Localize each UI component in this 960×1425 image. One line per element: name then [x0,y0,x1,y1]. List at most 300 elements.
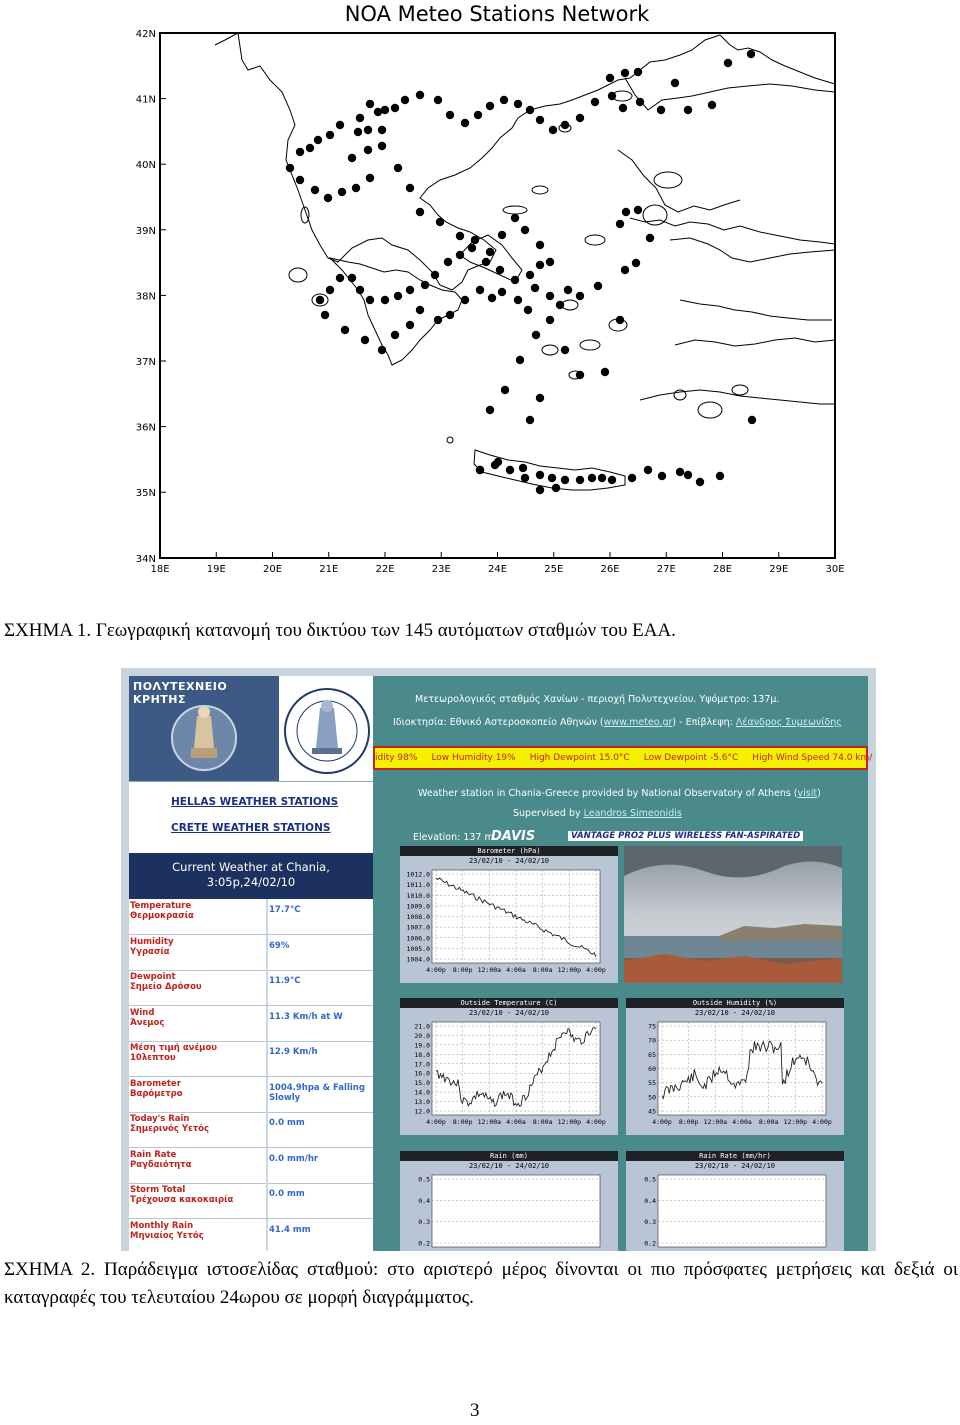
station-dot [546,258,554,266]
station-dot [471,236,479,244]
measurement-value: 0.0 mm/hr [269,1153,319,1164]
station-dot [401,96,409,104]
y-tick-label: 1005.0 [406,944,430,953]
station-dot [361,336,369,344]
station-dot [306,144,314,152]
measurement-row [129,1219,373,1252]
station-dot [546,316,554,324]
station-dot [716,472,724,480]
lat-label: 37N [135,357,156,368]
y-tick-label: 75 [648,1022,656,1031]
measurement-value: 12.9 Km/h [269,1047,318,1057]
lon-label: 25E [544,564,564,575]
station-dot [634,206,642,214]
station-dot [338,188,346,196]
station-dot [456,251,464,259]
supervised-prefix: Supervised by [513,808,584,819]
y-tick-label: 1007.0 [406,923,430,932]
lat-label: 38N [135,291,156,303]
station-dot [536,471,544,479]
ticker-item: Low Dewpoint -5.6°C [643,753,739,763]
station-dot [608,92,616,100]
lat-label: 40N [135,160,156,172]
supervised-line [513,808,682,819]
row-divider [266,1183,268,1218]
elevation: Elevation: 137 m [413,832,494,843]
station-dot [356,114,364,122]
station-dot [311,186,319,194]
station-dot [378,346,386,354]
station-dot [486,102,494,110]
station-dot [378,126,386,134]
station-dot [461,119,469,127]
row-divider [266,1041,268,1076]
station-dot [406,184,414,192]
x-tick-label: 4:00p [812,1118,832,1126]
rain-chart [400,1151,618,1251]
station-dot [526,271,534,279]
chart-title: Outside Humidity (%) [626,998,844,1008]
measurement-value: 11.3 Km/h at W [269,1011,343,1022]
measurement-label: Dewpoint Σημείο Δρόσου [130,972,202,992]
meteo-gr-link[interactable]: www.meteo.gr [603,717,673,728]
x-tick-label: 8:00a [532,1118,553,1126]
y-tick-label: 20.0 [414,1031,430,1040]
station-dot [314,136,322,144]
station-dot [632,259,640,267]
station-dot [476,466,484,474]
latitude-ticks [136,29,166,565]
ticker-item: High Dewpoint 15.0°C [529,753,630,763]
coastline [215,33,835,490]
station-dot [421,281,429,289]
y-tick-label: 0.3 [644,1218,656,1227]
station-dot [536,116,544,124]
chart-title: Rain (mm) [400,1151,618,1161]
station-dot [364,126,372,134]
x-tick-label: 4:00a [506,966,526,974]
model-label: VANTAGE PRO2 PLUS WIRELESS FAN-ASPIRATED [568,831,803,841]
lon-label: 30E [825,564,845,575]
station-dot [324,194,332,202]
station-dot [576,114,584,122]
station-dot [591,98,599,106]
station-dot [416,208,424,216]
station-dot [378,142,386,150]
station-dot [366,174,374,182]
station-dot [634,68,642,76]
y-tick-label: 19.0 [414,1041,430,1050]
y-tick-label: 1004.0 [406,955,430,964]
ticker-item: High Wind Speed 74.0 km/ [752,753,873,763]
visit-link[interactable]: visit [797,788,818,799]
current-weather-header [129,853,373,899]
owner-prefix: Ιδιοκτησία: Εθνικό Αστεροσκοπείο Αθηνών ( [393,717,604,728]
station-dot [747,50,755,58]
lat-label: 42N [135,29,156,40]
station-header [373,676,873,776]
chart-plot [400,846,618,983]
y-tick-label: 1010.0 [406,891,430,900]
station-dot [496,266,504,274]
info-text: Weather station in Chania-Greece provided by National Observatory of Athens ( [418,788,798,799]
humidity-chart [626,998,844,1135]
station-dot [636,98,644,106]
station-dot [416,306,424,314]
measurement-row [129,1112,373,1148]
lon-label: 18E [150,564,170,575]
station-dot [494,458,502,466]
row-divider [266,1219,268,1252]
station-dot [406,321,414,329]
station-dot [366,100,374,108]
measurement-value: 69% [269,940,290,951]
station-dot [391,104,399,112]
chart-title: Outside Temperature (C) [400,998,618,1008]
measurement-label: Storm Total Τρέχουσα κακοκαιρία [130,1185,234,1205]
x-tick-label: 12:00a [477,1118,502,1126]
y-tick-label: 55 [648,1079,656,1088]
station-dot [684,106,692,114]
station-dot [321,311,329,319]
lon-label: 26E [600,564,620,575]
caption-label: ΣΧΗΜΑ 1. [4,620,92,641]
longitude-ticks [150,552,844,575]
station-dot [486,248,494,256]
nav-crete-stations-link[interactable]: CRETE WEATHER STATIONS [171,822,331,834]
station-dot [564,286,572,294]
station-dot [498,288,506,296]
station-dot [536,241,544,249]
y-tick-label: 1008.0 [406,913,430,921]
station-dot [436,218,444,226]
lon-label: 29E [769,564,789,575]
x-tick-label: 12:00a [703,1118,728,1126]
x-tick-label: 4:00a [732,1118,752,1126]
ticker-item: Low Humidity 19% [431,753,516,763]
station-dot [511,214,519,222]
station-dot [598,474,606,482]
station-dot [476,286,484,294]
station-dot [506,466,514,474]
lon-label: 21E [319,564,339,575]
observatory-seal-icon [282,686,372,776]
y-tick-label: 0.3 [418,1218,430,1227]
station-dot [486,406,494,414]
station-dot [684,471,692,479]
x-tick-label: 4:00p [652,1118,672,1126]
row-divider [266,935,268,970]
map-figure [120,0,850,580]
supervisor-link[interactable]: Λέανδρος Συμεωνίδης [735,717,842,728]
station-website-screenshot [121,668,876,1251]
measurement-value: 41.4 mm [269,1224,311,1235]
station-dot [724,59,732,67]
station-dot [446,311,454,319]
station-dot [622,208,630,216]
x-tick-label: 4:00a [506,1118,526,1126]
x-tick-label: 4:00p [426,1118,446,1126]
x-tick-label: 4:00p [426,966,446,974]
station-dot [594,282,602,290]
lon-label: 19E [206,564,226,575]
station-dot [381,296,389,304]
lon-label: 20E [262,564,283,575]
station-dot [621,69,629,77]
caption-text: Γεωγραφική κατανομή του δικτύου των 145 αυτόματων σταθμών του ΕΑΑ. [91,620,676,641]
station-dot [552,484,560,492]
row-divider [266,1148,268,1183]
chart-date: 23/02/10 - 24/02/10 [694,1162,776,1170]
barometer-chart [400,846,618,983]
station-dot [488,294,496,302]
lat-label: 36N [135,422,156,434]
nav-panel [129,781,373,852]
station-dot [646,234,654,242]
station-dot [657,106,665,114]
y-tick-label: 21.0 [414,1022,430,1031]
station-dot [326,131,334,139]
station-dot [336,274,344,282]
station-dot [394,292,402,300]
x-tick-label: 8:00p [678,1118,699,1126]
x-tick-label: 8:00a [758,1118,779,1126]
measurement-row [129,970,373,1006]
station-dot [514,100,522,108]
measurement-label: Wind Άνεμος [130,1007,165,1028]
lon-label: 22E [375,564,395,575]
station-dot [444,258,452,266]
y-tick-label: 0.5 [418,1175,430,1184]
y-tick-label: 45 [648,1107,656,1116]
y-tick-label: 70 [648,1036,656,1045]
station-dot [556,301,564,309]
station-dot [354,128,362,136]
station-dot [521,226,529,234]
y-tick-label: 65 [648,1050,656,1059]
station-dot [461,296,469,304]
station-dot [628,474,636,482]
row-divider [266,970,268,1005]
row-divider [266,1077,268,1112]
measurement-value: 17.7°C [269,905,301,915]
measurement-row [129,935,373,971]
station-dot [549,126,557,134]
station-dot [474,111,482,119]
chart-date: 23/02/10 - 24/02/10 [468,857,550,865]
station-owner [393,717,842,728]
measurement-label: Monthly Rain Μηνιαίος Υετός [130,1220,204,1241]
lat-label: 35N [135,488,156,500]
measurement-row [129,1006,373,1042]
station-dot [456,232,464,240]
station-dot [658,472,666,480]
station-dot [616,316,624,324]
measurement-value: 11.9°C [269,976,301,986]
info-end: ) [817,788,821,799]
station-dot [526,106,534,114]
station-dot [356,286,364,294]
station-dot [336,121,344,129]
current-weather-title: Current Weather at Chania, [172,860,330,874]
station-dot [500,96,508,104]
chart-date: 23/02/10 - 24/02/10 [468,1009,550,1017]
y-tick-label: 1009.0 [406,902,430,911]
y-tick-label: 17.0 [414,1060,430,1069]
y-tick-label: 0.2 [644,1239,656,1248]
station-dot [514,296,522,304]
x-tick-label: 4:00p [586,966,606,974]
station-dot [576,371,584,379]
chart-plot [400,998,618,1135]
chart-plot [626,998,844,1135]
left-column [129,676,373,1251]
station-dot [366,296,374,304]
station-dot [576,476,584,484]
lon-label: 27E [656,564,676,575]
info-line [418,788,821,799]
row-divider [266,899,268,934]
station-dot [519,464,527,472]
current-weather-time: 3:05p,24/02/10 [206,875,296,889]
station-dot [434,96,442,104]
station-dot [531,284,539,292]
station-dot [748,416,756,424]
stations-map [120,0,850,580]
station-dot [326,286,334,294]
y-tick-label: 12.0 [414,1107,430,1116]
station-dot [446,111,454,119]
university-crest-icon [169,698,239,778]
station-dot [619,104,627,112]
y-tick-label: 15.0 [414,1079,430,1088]
lon-label: 28E [712,564,733,575]
station-dot [561,346,569,354]
station-dot [561,476,569,484]
measurement-value: 1004.9hpa & Falling Slowly [269,1082,365,1103]
measurement-label: Barometer Βαρόμετρο [130,1078,183,1099]
x-tick-label: 4:00p [586,1118,606,1126]
station-dot [606,74,614,82]
chart-date: 23/02/10 - 24/02/10 [468,1162,550,1170]
measurement-label: Today's Rain Σημερινός Υετός [130,1114,210,1134]
station-dot [498,231,506,239]
x-tick-label: 12:00p [783,1118,808,1126]
measurement-value: 0.0 mm [269,1189,305,1199]
station-dot [364,146,372,154]
university-name: ΠΟΛΥΤΕΧΝΕΙΟ ΚΡΗΤΗΣ [133,680,228,706]
station-dot [576,292,584,300]
x-tick-label: 12:00a [477,966,502,974]
lon-label: 23E [431,564,451,575]
measurement-label: Humidity Υγρασία [130,936,174,957]
station-dot [482,258,490,266]
rain-rate-chart [626,1151,844,1251]
university-banner [129,676,279,781]
davis-logo: DAVIS [491,829,536,844]
measurement-label: Rain Rate Ραγδαιότητα [130,1149,192,1170]
station-dot [536,394,544,402]
supervised-name-link[interactable]: Leandros Simeonidis [583,808,682,819]
y-tick-label: 0.5 [644,1175,656,1184]
ticker-item: idity 98% [375,753,418,763]
temperature-chart [400,998,618,1135]
measurement-row [129,1041,373,1077]
y-tick-label: 60 [648,1065,656,1073]
station-dot [511,276,519,284]
chart-title: Rain Rate (mm/hr) [626,1151,844,1161]
records-ticker [373,746,873,770]
measurement-label: Temperature Θερμοκρασία [130,901,194,921]
y-tick-label: 16.0 [414,1069,430,1078]
station-info [373,776,868,846]
page-number: 3 [470,1400,480,1421]
station-dot [676,468,684,476]
station-dot [526,416,534,424]
chart-plot [626,1151,844,1251]
station-dot [601,368,609,376]
measurement-row [129,1077,373,1113]
station-dot [296,148,304,156]
station-dot [391,331,399,339]
y-tick-label: 0.4 [644,1196,656,1205]
station-dot [348,154,356,162]
nav-hellas-stations-link[interactable]: HELLAS WEATHER STATIONS [171,796,339,808]
y-tick-label: 1012.0 [406,870,430,879]
station-title: Μετεωρολογικός σταθμός Χανίων - περιοχή Πολυτεχνείου. Υψόμετρο: 137μ. [415,694,780,705]
chart-date: 23/02/10 - 24/02/10 [694,1009,776,1017]
measurement-value: 0.0 mm [269,1118,305,1128]
station-dot [536,261,544,269]
station-dot [536,486,544,494]
map-title: NOA Meteo Stations Network [344,2,650,26]
lat-label: 34N [135,553,156,565]
station-dot [316,296,324,304]
station-dot [521,474,529,482]
figure-2-caption [4,1256,958,1312]
x-tick-label: 12:00p [557,966,582,974]
station-dot [501,386,509,394]
station-dot [616,220,624,228]
station-dot [374,108,382,116]
lat-label: 41N [135,94,156,106]
x-tick-label: 8:00a [532,966,553,974]
owner-mid: ) - Επίβλεψη: [672,717,736,728]
station-dot [621,266,629,274]
station-dot [286,164,294,172]
row-divider [266,1006,268,1041]
y-tick-label: 0.2 [418,1239,430,1248]
figure-1-caption [4,617,676,645]
station-dot [696,478,704,486]
station-dot [644,466,652,474]
station-dot [671,79,679,87]
chart-title: Barometer (hPa) [400,846,618,856]
station-dot [341,326,349,334]
station-dot [532,331,540,339]
measurement-row [129,1148,373,1184]
y-tick-label: 18.0 [414,1050,430,1059]
station-dot [548,474,556,482]
station-dot [394,164,402,172]
station-dot [416,91,424,99]
row-divider [266,1112,268,1147]
station-dot [708,101,716,109]
measurement-row [129,1183,373,1219]
station-dot [546,292,554,300]
station-dot [468,244,476,252]
station-dot [296,176,304,184]
